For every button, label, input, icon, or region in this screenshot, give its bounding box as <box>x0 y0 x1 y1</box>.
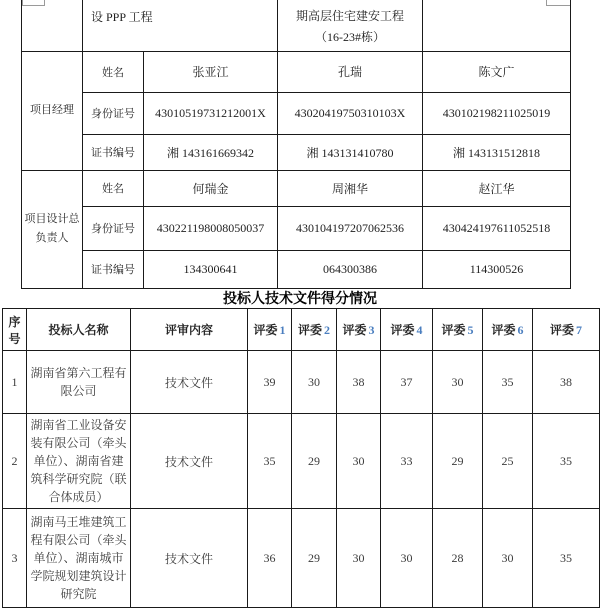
score-table-title: 投标人技术文件得分情况 <box>223 292 377 307</box>
header-judge-7 <box>533 309 600 351</box>
manager-cert-1: 湘 143161669342 <box>144 134 278 170</box>
judge-number: 2 <box>324 323 330 337</box>
score-cell: 35 <box>248 414 292 509</box>
table-row <box>22 92 571 134</box>
score-cell: 28 <box>433 509 483 608</box>
project-name-b <box>278 0 423 51</box>
judge-label: 评委 <box>549 323 574 337</box>
score-cell: 30 <box>433 351 483 414</box>
header-judge-4 <box>381 309 433 351</box>
header-review-content: 评审内容 <box>131 309 248 351</box>
manager-name-1: 张亚江 <box>144 51 278 92</box>
header-serial: 序号 <box>3 309 27 351</box>
project-staff-table <box>21 0 571 289</box>
score-cell: 33 <box>381 414 433 509</box>
manager-cert-3: 湘 143131512818 <box>423 134 571 170</box>
field-label-cert: 证书编号 <box>83 250 144 288</box>
table-row <box>22 206 571 250</box>
table-row <box>22 250 571 288</box>
score-cell: 29 <box>292 414 337 509</box>
score-cell: 25 <box>483 414 533 509</box>
judge-label: 评委 <box>441 323 466 337</box>
judge-number: 4 <box>416 323 423 337</box>
serial-number: 2 <box>3 414 27 509</box>
score-cell: 35 <box>533 414 600 509</box>
table-row <box>22 51 571 92</box>
score-cell: 29 <box>292 509 337 608</box>
judge-label: 评委 <box>491 323 516 337</box>
score-cell: 30 <box>337 414 381 509</box>
project-name-c <box>423 0 571 51</box>
designer-id-1: 430221198008050037 <box>144 206 278 250</box>
score-table <box>2 308 600 608</box>
manager-id-3: 430102198211025019 <box>423 92 571 134</box>
manager-name-3: 陈文广 <box>423 51 571 92</box>
manager-id-2: 43020419750310103X <box>278 92 423 134</box>
role-label-manager: 项目经理 <box>22 51 83 170</box>
score-cell: 38 <box>533 351 600 414</box>
review-content: 技术文件 <box>131 509 248 608</box>
field-label-name: 姓名 <box>83 51 144 92</box>
score-cell: 30 <box>483 509 533 608</box>
field-label-cert: 证书编号 <box>83 134 144 170</box>
score-cell: 30 <box>381 509 433 608</box>
field-label-name: 姓名 <box>83 170 144 206</box>
score-row-1 <box>3 351 600 414</box>
designer-cert-3: 114300526 <box>423 250 571 288</box>
designer-id-3: 430424197611052518 <box>423 206 571 250</box>
judge-number: 3 <box>368 323 375 337</box>
review-content: 技术文件 <box>131 414 248 509</box>
role-label-chief-designer: 项目设计总负责人 <box>22 170 83 288</box>
score-cell: 36 <box>248 509 292 608</box>
header-judge-6 <box>483 309 533 351</box>
score-cell: 30 <box>292 351 337 414</box>
score-cell: 37 <box>381 351 433 414</box>
score-cell: 30 <box>337 509 381 608</box>
designer-name-3: 赵江华 <box>423 170 571 206</box>
score-cell: 38 <box>337 351 381 414</box>
field-label-id: 身份证号 <box>83 206 144 250</box>
carryover-empty-cell <box>22 0 83 51</box>
score-table-header-row <box>3 309 600 351</box>
table-row <box>22 170 571 206</box>
judge-number: 6 <box>517 323 524 337</box>
bidder-name: 湖南马王堆建筑工程有限公司（牵头单位）、湖南城市学院规划建筑设计研究院 <box>27 509 131 608</box>
judge-label: 评委 <box>342 323 367 337</box>
score-cell: 35 <box>533 509 600 608</box>
designer-id-2: 430104197207062536 <box>278 206 423 250</box>
project-name-a: 设 PPP 工程 <box>83 0 278 51</box>
bidder-name: 湖南省第六工程有限公司 <box>27 351 131 414</box>
header-judge-3 <box>337 309 381 351</box>
judge-label: 评委 <box>253 323 278 337</box>
header-judge-2 <box>292 309 337 351</box>
serial-number: 1 <box>3 351 27 414</box>
table-row <box>22 134 571 170</box>
project-name-b-line1: 期高层住宅建安工程 <box>296 9 405 23</box>
score-row-2 <box>3 414 600 509</box>
table-row <box>22 0 571 51</box>
manager-cert-2: 湘 143131410780 <box>278 134 423 170</box>
project-name-b-line2: （16-23#栋） <box>315 30 386 44</box>
score-cell: 29 <box>433 414 483 509</box>
judge-label: 评委 <box>297 323 322 337</box>
field-label-id: 身份证号 <box>83 92 144 134</box>
judge-number: 5 <box>467 323 474 337</box>
designer-cert-1: 134300641 <box>144 250 278 288</box>
judge-number: 7 <box>576 323 582 337</box>
bidder-name: 湖南省工业设备安装有限公司（牵头单位）、湖南省建筑科学研究院（联合体成员） <box>27 414 131 509</box>
header-judge-5 <box>433 309 483 351</box>
manager-id-1: 43010519731212001X <box>144 92 278 134</box>
manager-name-2: 孔瑞 <box>278 51 423 92</box>
designer-cert-2: 064300386 <box>278 250 423 288</box>
score-cell: 35 <box>483 351 533 414</box>
judge-label: 评委 <box>390 323 415 337</box>
judge-number: 1 <box>279 323 286 337</box>
score-row-3 <box>3 509 600 608</box>
score-cell: 39 <box>248 351 292 414</box>
serial-number: 3 <box>3 509 27 608</box>
header-judge-1 <box>248 309 292 351</box>
designer-name-1: 何瑞金 <box>144 170 278 206</box>
designer-name-2: 周湘华 <box>278 170 423 206</box>
review-content: 技术文件 <box>131 351 248 414</box>
header-bidder: 投标人名称 <box>27 309 131 351</box>
